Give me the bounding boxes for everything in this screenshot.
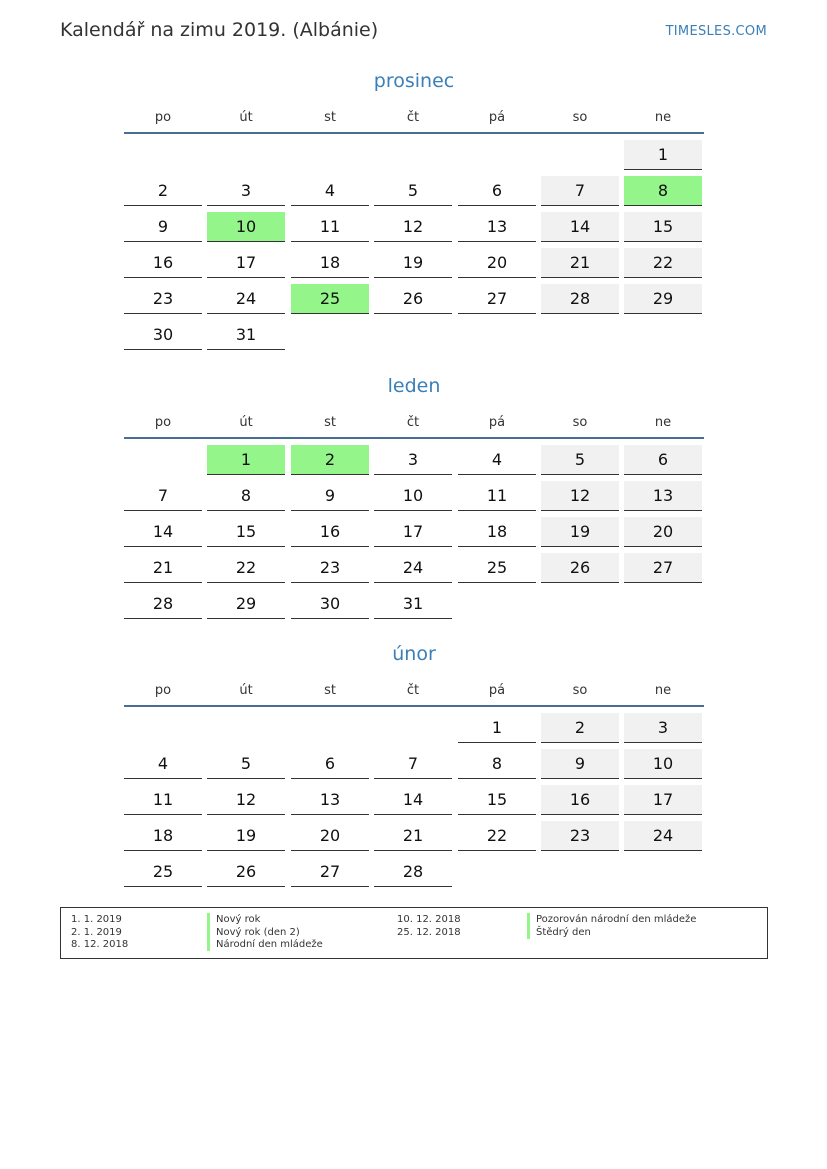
day-cell: 27 [458,284,536,314]
day-cell: 5 [207,749,285,779]
weekday-label: ne [654,110,672,125]
month-name: leden [387,375,441,397]
header-divider [124,132,704,134]
weekday-label: čt [406,415,420,430]
day-cell: 9 [541,749,619,779]
weekday-label: čt [406,683,420,698]
day-cell: 18 [124,821,202,851]
legend-date: 1. 1. 2019 [71,914,122,925]
day-cell: 16 [124,248,202,278]
day-cell: 4 [458,445,536,475]
weekday-header [124,415,704,433]
holiday-legend [60,907,768,959]
day-cell: 10 [207,212,285,242]
day-cell: 28 [541,284,619,314]
day-cell: 23 [291,553,369,583]
day-cell: 2 [541,713,619,743]
day-cell: 9 [124,212,202,242]
day-cell: 25 [291,284,369,314]
day-cell: 24 [207,284,285,314]
legend-holiday-name: Štědrý den [527,926,591,939]
day-cell: 3 [207,176,285,206]
day-cell: 18 [291,248,369,278]
day-cell: 27 [624,553,702,583]
day-cell: 20 [458,248,536,278]
day-cell: 12 [374,212,452,242]
day-cell: 1 [207,445,285,475]
weekday-label: čt [406,110,420,125]
day-cell: 6 [624,445,702,475]
day-cell: 3 [624,713,702,743]
day-cell: 15 [458,785,536,815]
brand-logo[interactable]: TIMESLES.COM [665,24,767,39]
day-cell: 20 [624,517,702,547]
day-cell: 17 [374,517,452,547]
day-cell: 25 [124,857,202,887]
weekday-label: pá [488,110,506,125]
legend-holiday-name: Nový rok [207,913,260,926]
day-cell: 16 [541,785,619,815]
day-cell: 22 [624,248,702,278]
day-cell: 3 [374,445,452,475]
day-cell: 2 [291,445,369,475]
day-cell: 1 [458,713,536,743]
weekday-label: ne [654,683,672,698]
day-cell: 19 [541,517,619,547]
header-divider [124,437,704,439]
legend-holiday-name: Národní den mládeže [207,938,323,951]
day-cell: 12 [207,785,285,815]
day-cell: 27 [291,857,369,887]
day-cell: 15 [624,212,702,242]
weekday-header [124,110,704,128]
day-cell: 7 [124,481,202,511]
day-cell: 8 [624,176,702,206]
day-cell: 8 [207,481,285,511]
day-cell: 14 [124,517,202,547]
day-cell: 7 [541,176,619,206]
day-cell: 29 [207,589,285,619]
day-cell: 25 [458,553,536,583]
day-cell: 11 [291,212,369,242]
day-cell: 26 [207,857,285,887]
day-cell: 21 [541,248,619,278]
day-cell: 4 [124,749,202,779]
day-cell: 28 [374,857,452,887]
day-cell: 24 [374,553,452,583]
day-cell: 14 [541,212,619,242]
weekday-label: út [239,415,253,430]
legend-date: 10. 12. 2018 [397,914,461,925]
month-name: únor [392,643,436,665]
weekday-label: so [572,683,588,698]
day-cell: 15 [207,517,285,547]
weekday-header [124,683,704,701]
weekday-label: po [154,415,172,430]
weekday-label: po [154,110,172,125]
weekday-label: so [572,415,588,430]
day-cell: 23 [124,284,202,314]
day-cell: 13 [458,212,536,242]
day-cell: 26 [374,284,452,314]
day-cell: 12 [541,481,619,511]
day-cell: 26 [541,553,619,583]
day-cell: 2 [124,176,202,206]
day-cell: 24 [624,821,702,851]
day-cell: 6 [291,749,369,779]
legend-holiday-name: Pozorován národní den mládeže [527,913,696,926]
day-cell: 17 [207,248,285,278]
day-cell: 18 [458,517,536,547]
day-cell: 9 [291,481,369,511]
weekday-label: st [324,415,336,430]
day-cell: 20 [291,821,369,851]
day-cell: 10 [624,749,702,779]
day-cell: 5 [541,445,619,475]
day-cell: 17 [624,785,702,815]
day-cell: 23 [541,821,619,851]
weekday-label: st [324,110,336,125]
day-cell: 29 [624,284,702,314]
weekday-label: pá [488,683,506,698]
weekday-label: st [324,683,336,698]
legend-date: 2. 1. 2019 [71,927,122,938]
day-cell: 8 [458,749,536,779]
day-cell: 1 [624,140,702,170]
day-cell: 22 [458,821,536,851]
day-cell: 31 [374,589,452,619]
day-cell: 7 [374,749,452,779]
day-cell: 30 [124,320,202,350]
weekday-label: út [239,683,253,698]
day-cell: 22 [207,553,285,583]
weekday-label: ne [654,415,672,430]
header-divider [124,705,704,707]
page-title: Kalendář na zimu 2019. (Albánie) [60,19,379,41]
day-cell: 10 [374,481,452,511]
day-cell: 5 [374,176,452,206]
day-cell: 14 [374,785,452,815]
day-cell: 11 [458,481,536,511]
day-cell: 30 [291,589,369,619]
day-cell: 11 [124,785,202,815]
day-cell: 13 [291,785,369,815]
day-cell: 13 [624,481,702,511]
day-cell: 31 [207,320,285,350]
legend-date: 8. 12. 2018 [71,939,129,950]
day-cell: 16 [291,517,369,547]
day-cell: 19 [374,248,452,278]
day-cell: 6 [458,176,536,206]
weekday-label: út [239,110,253,125]
day-cell: 21 [124,553,202,583]
day-cell: 19 [207,821,285,851]
weekday-label: pá [488,415,506,430]
day-cell: 28 [124,589,202,619]
month-name: prosinec [373,70,455,92]
day-cell: 4 [291,176,369,206]
weekday-label: so [572,110,588,125]
legend-holiday-name: Nový rok (den 2) [207,926,300,939]
legend-date: 25. 12. 2018 [397,927,461,938]
day-cell: 21 [374,821,452,851]
weekday-label: po [154,683,172,698]
